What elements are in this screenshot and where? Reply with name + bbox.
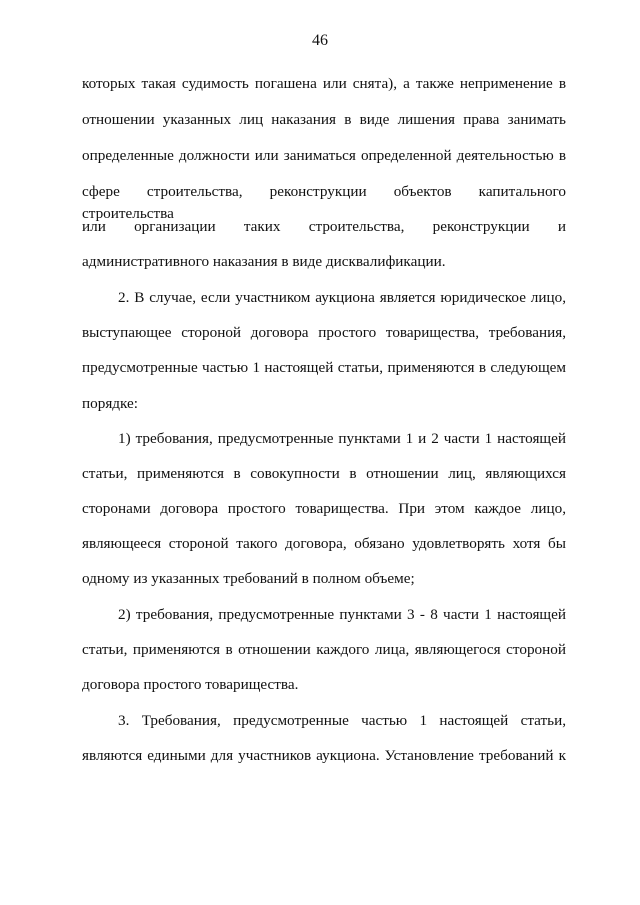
paragraph-first-line: 1) требования, предусмотренные пунктами 1 и 2 части 1 настоящей	[118, 430, 566, 447]
page-number: 46	[312, 32, 328, 49]
text-line: административного наказания в виде дисквалификации.	[82, 253, 446, 270]
text-line: одному из указанных требований в полном объеме;	[82, 570, 415, 587]
paragraph-first-line: 2) требования, предусмотренные пунктами 3 - 8 части 1 настоящей	[118, 606, 566, 623]
paragraph-first-line: 3. Требования, предусмотренные частью 1 настоящей статьи,	[118, 712, 566, 729]
text-line: порядке:	[82, 395, 138, 412]
text-line: отношении указанных лиц наказания в виде лишения права занимать	[82, 111, 566, 128]
text-line: являются едиными для участников аукциона. Установление требований к	[82, 747, 566, 764]
text-line: сфере строительства, реконструкции объектов капитального строительства	[82, 183, 566, 222]
text-line: сторонами договора простого товарищества. При этом каждое лицо,	[82, 500, 566, 517]
text-line: предусмотренные частью 1 настоящей статьи, применяются в следующем	[82, 359, 566, 376]
text-line: выступающее стороной договора простого товарищества, требования,	[82, 324, 566, 341]
text-line: которых такая судимость погашена или снята), а также неприменение в	[82, 75, 566, 92]
text-line: статьи, применяются в совокупности в отношении лиц, являющихся	[82, 465, 566, 482]
text-line: договора простого товарищества.	[82, 676, 299, 693]
text-line: статьи, применяются в отношении каждого лица, являющегося стороной	[82, 641, 566, 658]
text-line: или организации таких строительства, реконструкции и	[82, 218, 566, 235]
paragraph-first-line: 2. В случае, если участником аукциона является юридическое лицо,	[118, 289, 566, 306]
text-line: определенные должности или заниматься определенной деятельностью в	[82, 147, 566, 164]
text-line: являющееся стороной такого договора, обязано удовлетворять хотя бы	[82, 535, 566, 552]
